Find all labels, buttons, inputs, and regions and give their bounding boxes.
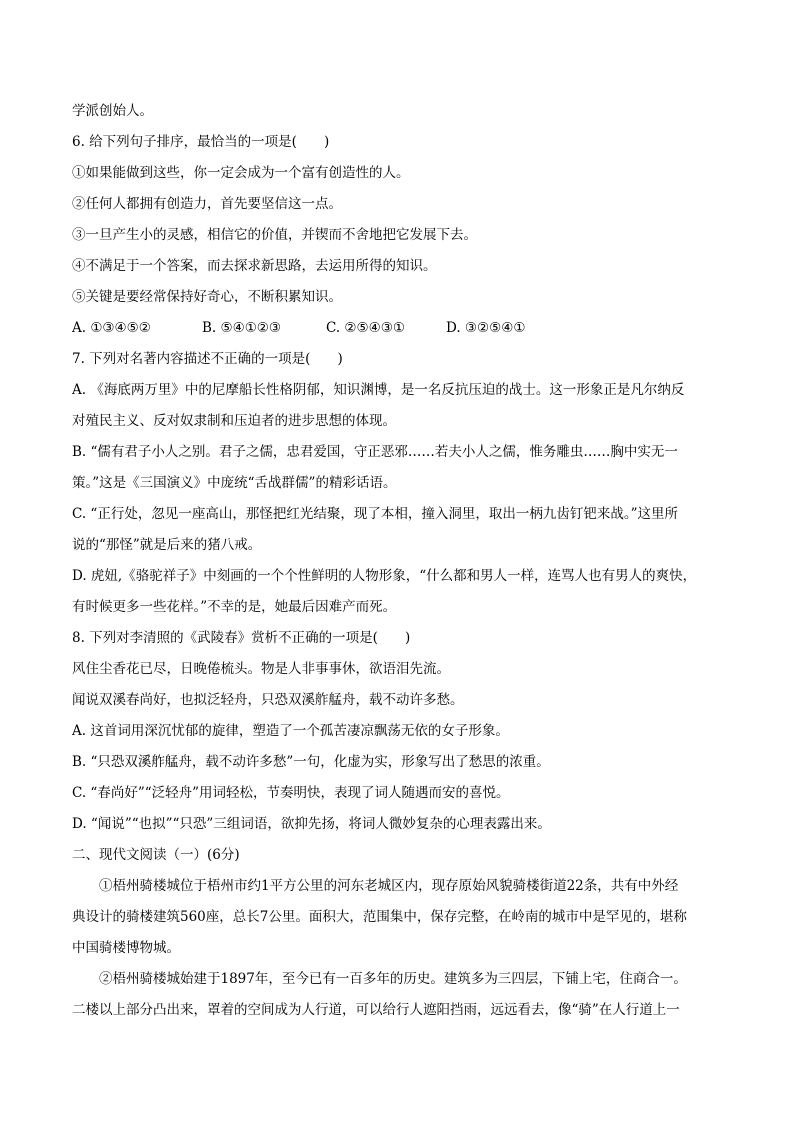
q7-option-b: B. “儒有君子小人之别。君子之儒，忠君爱国，守正恶邪……若夫小人之儒，惟务雕虫……胸中实无一 <box>72 444 678 460</box>
poem-line-1: 风住尘香花已尽，日晚倦梳头。物是人非事事休，欲语泪先流。 <box>72 661 450 677</box>
sentence-2: ②任何人都拥有创造力，首先要坚信这一点。 <box>72 196 342 212</box>
q7-option-d: D. 虎妞,《骆驼祥子》中刻画的一个个性鲜明的人物形象，“什么都和男人一样，连骂人也有男人的爽快， <box>72 568 697 584</box>
question-6-stem: 6. 给下列句子排序，最恰当的一项是( ) <box>72 134 330 150</box>
option-d: D. ③②⑤④① <box>446 320 526 336</box>
option-a: A. ①③④⑤② <box>72 320 151 336</box>
q8-option-b: B. “只恐双溪舴艋舟，载不动许多愁”一句，化虚为实，形象写出了愁思的浓重。 <box>72 754 550 770</box>
q7-option-a: A. 《海底两万里》中的尼摩船长性格阴郁，知识渊博，是一名反抗压迫的战士。这一形象正是凡尔纳反 <box>72 382 685 398</box>
q7-option-a-cont: 对殖民主义、反对奴隶制和压迫者的进步思想的体现。 <box>72 413 396 429</box>
paragraph-1: ①梧州骑楼城位于梧州市约1平方公里的河东老城区内，现存原始风貌骑楼街道22条，共有中外经 <box>99 878 679 894</box>
q7-option-b-cont: 策。”这是《三国演义》中庞统“舌战群儒”的精彩话语。 <box>72 475 397 491</box>
document-page <box>72 96 726 1026</box>
question-6-options <box>72 313 726 344</box>
question-8-stem: 8. 下列对李清照的《武陵春》赏析不正确的一项是( ) <box>72 630 411 646</box>
q8-option-c: C. “春尚好”“泛轻舟”用词轻松，节奏明快，表现了词人随遇而安的喜悦。 <box>72 785 510 801</box>
option-b: B. ⑤④①②③ <box>202 320 282 336</box>
text-line: 学派创始人。 <box>72 103 153 119</box>
sentence-1: ①如果能做到这些，你一定会成为一个富有创造性的人。 <box>72 165 410 181</box>
paragraph-1-cont: 典设计的骑楼建筑560座，总长7公里。面积大，范围集中，保存完整，在岭南的城市中是罕见的，堪称 <box>72 909 687 925</box>
sentence-3: ③一旦产生小的灵感，相信它的价值，并锲而不舍地把它发展下去。 <box>72 227 477 243</box>
question-7-stem: 7. 下列对名著内容描述不正确的一项是( ) <box>72 351 343 367</box>
q7-option-d-cont: 有时候更多一些花样。”不幸的是，她最后因难产而死。 <box>72 599 397 615</box>
paragraph-2-cont: 二楼以上部分凸出来，罩着的空间成为人行道，可以给行人遮阳挡雨，远远看去，像“骑”在人行道上一 <box>72 1002 680 1018</box>
sentence-5: ⑤关键是要经常保持好奇心，不断积累知识。 <box>72 289 342 305</box>
option-c: C. ②⑤④③① <box>326 320 405 336</box>
q7-option-c: C. “正行处，忽见一座高山，那怪把红光结聚，现了本相，撞入洞里，取出一柄九齿钉钯来战。”这里所 <box>72 506 678 522</box>
q8-option-d: D. “闻说”“也拟”“只恐”三组词语，欲抑先扬，将词人微妙复杂的心理表露出来。 <box>72 816 551 832</box>
poem-line-2: 闻说双溪春尚好，也拟泛轻舟，只恐双溪舴艋舟，载不动许多愁。 <box>72 692 464 708</box>
section-heading: 二、现代文阅读（一）(6分) <box>72 847 240 863</box>
q8-option-a: A. 这首词用深沉忧郁的旋律，塑造了一个孤苦凄凉飘荡无依的女子形象。 <box>72 723 509 739</box>
paragraph-2: ②梧州骑楼城始建于1897年，至今已有一百多年的历史。建筑多为三四层，下铺上宅，住商合一。 <box>99 971 687 987</box>
q7-option-c-cont: 说的“那怪”就是后来的猪八戒。 <box>72 537 262 553</box>
paragraph-1-end: 中国骑楼博物城。 <box>72 940 180 956</box>
sentence-4: ④不满足于一个答案，而去探求新思路，去运用所得的知识。 <box>72 258 437 274</box>
